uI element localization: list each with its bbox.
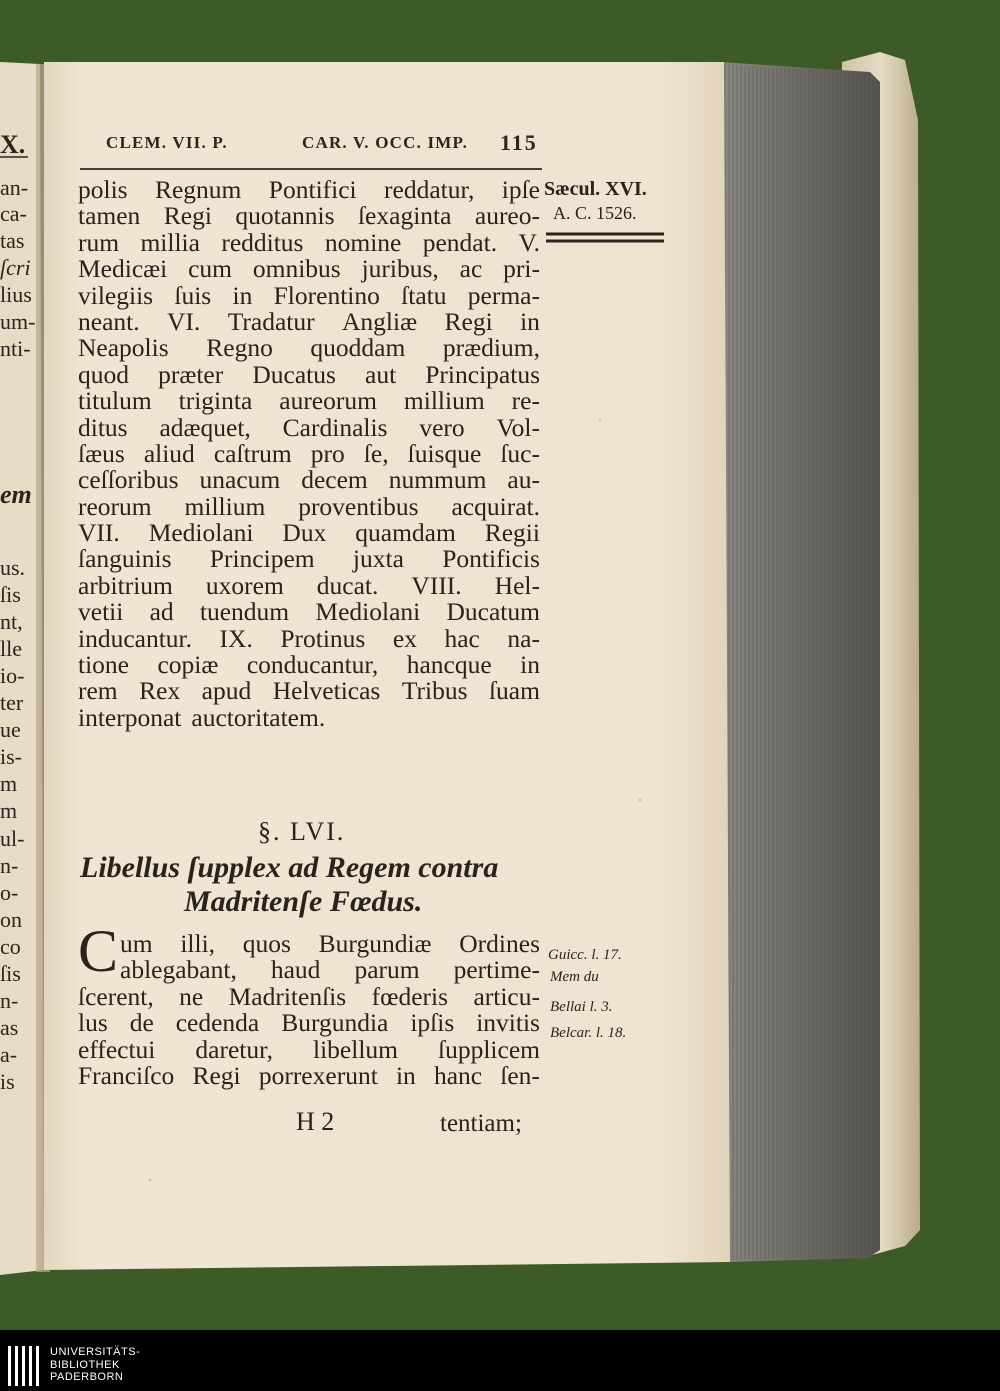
paragraph-line: effectui daretur, libellum ſupplicem [78,1034,540,1064]
body-line: rem Rex apud Helveticas Tribus ſuam [78,676,540,706]
body-line: arbitrium uxorem ducat. VIII. Hel- [78,570,540,600]
body-line: titulum triginta aureorum millium re- [78,386,540,416]
margin-ref: Bellai l. 3. [550,999,613,1015]
running-head-center: CAR. V. OCC. IMP. [302,133,469,152]
body-line: polis Regnum Pontifici reddatur, ipſe [78,175,540,204]
left-page-fragment: n- [0,988,19,1013]
footer-bar [0,1330,1000,1391]
body-line: tione copiæ conducantur, hancque in [78,650,540,680]
paragraph-line: um illi, quos Burgundiæ Ordines [120,929,540,958]
body-line: ſanguinis Principem juxta Pontificis [78,544,540,574]
left-page-fragment: as [0,1015,19,1040]
body-line: Medicæi cum omnibus juribus, ac pri- [78,254,540,284]
margin-ref: Belcar. l. 18. [550,1025,627,1041]
left-page-fragment: ter [0,690,24,715]
body-line: reorum millium proventibus acquirat. [78,491,540,521]
left-page-fragment: on [0,907,22,932]
left-page-fragment: tas [0,228,25,253]
body-line: ditus adæquet, Cardinalis vero Vol- [78,412,540,442]
left-page-fragment: nti- [0,336,31,361]
left-page-fragment: o- [0,880,19,905]
left-page-fragment: ſis [0,961,21,986]
body-line: ceſſoribus unacum decem nummum au- [78,465,540,495]
body-line: vilegiis ſuis in Florentino ſtatu perma- [78,280,540,310]
left-page-fragment: is- [0,744,22,769]
body-line: interponat auctoritatem. [78,702,326,732]
left-page-fragment: lle [0,636,22,661]
catchword: tentiam; [440,1110,522,1137]
running-head [106,130,542,163]
left-page-fragment: lius [0,282,32,307]
margin-saeculum: Sæcul. XVI. [544,178,647,200]
drop-cap: C [78,918,119,984]
paragraph-line: Franciſco Regi porrexerunt in hanc ſen- [78,1060,540,1090]
body-text [78,177,540,731]
body-line: inducantur. IX. Protinus ex hac na- [78,623,540,653]
left-page-fragment: ſcri [0,255,31,280]
left-page-fragment: X. [0,130,26,159]
left-page-fragment: us. [0,555,26,580]
left-page-fragment: is [0,1069,15,1094]
body-line: tamen Regi quotannis ſexaginta aureo- [78,201,540,231]
left-page-fragment: m [0,798,18,823]
body-line: Neapolis Regno quoddam prædium, [78,333,540,363]
left-page-fragment: ue [0,717,21,742]
logo-line-2: BIBLIOTHEK [50,1358,120,1371]
logo-line-1: UNIVERSITÄTS- [50,1346,141,1358]
left-page-fragment: em [0,480,32,509]
margin-ref: Guicc. l. 17. [548,947,622,963]
logo-line-3: PADERBORN [50,1371,124,1383]
paragraph-line: ablegabant, haud parum pertime- [120,955,540,985]
margin-ref: Mem du [550,969,599,985]
paragraph-line: lus de cedenda Burgundia ipſis invitis [78,1008,540,1038]
paragraph-line: ſcerent, ne Madritenſis fœderis articu- [78,981,540,1011]
body-line: quod præter Ducatus aut Principatus [78,359,540,389]
left-page-fragment: ſis [0,582,21,607]
left-page-fragment: an- [0,175,29,200]
body-line: VII. Mediolani Dux quamdam Regii [78,518,540,548]
body-line: vetii ad tuendum Mediolani Ducatum [78,597,540,627]
running-head-left: CLEM. VII. P. [106,133,228,152]
left-page-fragment: a- [0,1042,18,1067]
left-page-fragment: co [0,934,21,959]
left-page-fragment: ul- [0,826,25,851]
signature-mark: H 2 [296,1107,335,1136]
left-page-fragment: n- [0,853,19,878]
body-line: neant. VI. Tradatur Angliæ Regi in [78,306,540,336]
section-title-line-1: Libellus ſupplex ad Regem contra [80,851,499,884]
section-number: §. LVI. [258,817,346,846]
left-page-fragment: m [0,771,18,796]
margin-year: A. C. 1526. [553,203,637,223]
left-page-fragment: nt, [0,609,23,634]
body-line: rum millia redditus nomine pendat. V. [78,227,540,257]
page-number-top: 115 [500,130,538,155]
section-title-line-2: Madritenſe Fœdus. [184,885,423,918]
left-page-fragment: um- [0,309,36,334]
body-line: ſæus aliud caſtrum pro ſe, ſuisque ſuc- [78,438,540,468]
left-page-fragment: ca- [0,201,27,226]
library-logo-text [50,1346,140,1384]
left-page-fragment: io- [0,663,25,688]
paragraph-text [78,931,540,1089]
